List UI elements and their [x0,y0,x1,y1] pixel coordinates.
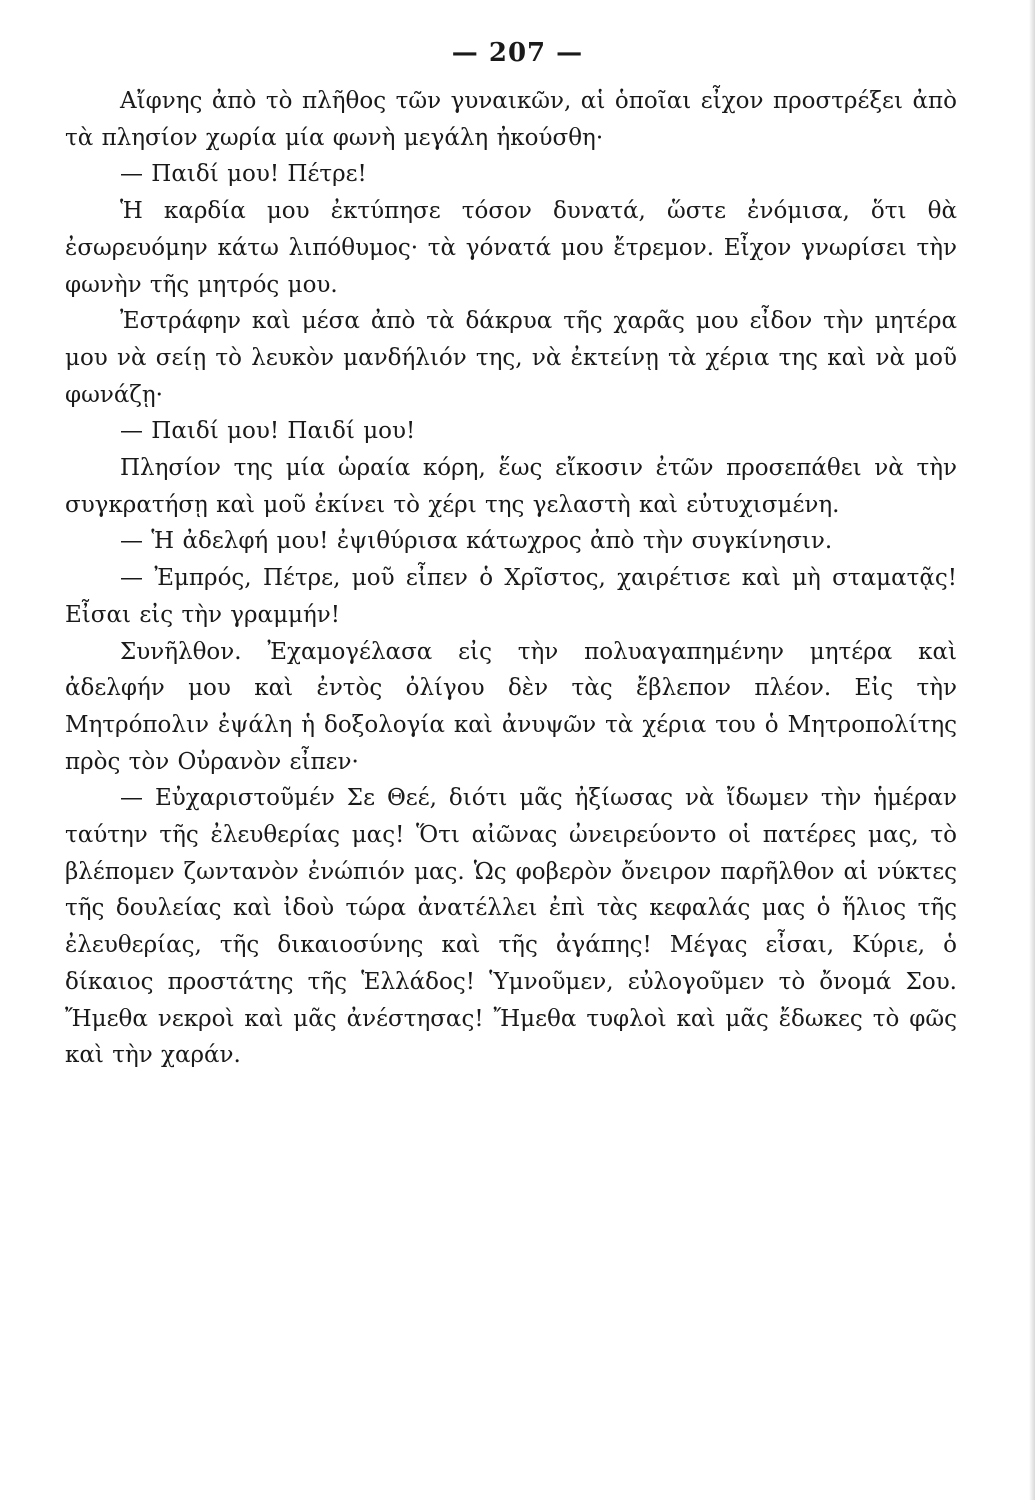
dialogue-line-4: — Ἐμπρός, Πέτρε, μοῦ εἶπεν ὁ Χρῖστος, χαιρέτισε καὶ μὴ σταματᾷς! Εἶσαι εἰς τὴν γραμμήν! [65,565,957,628]
paragraph-2: Ἡ καρδία μου ἐκτύπησε τόσον δυνατά, ὥστε ἐνόμισα, ὅτι θὰ ἐσωρευόμην κάτω λιπόθυμος· τὰ γόνατά μου ἔτρεμον. Εἶχον γνωρίσει τὴν φωνὴν τῆς μητρός μου. [65,198,957,298]
page-edge-shadow [1029,0,1035,1500]
paragraph-1: Αἴφνης ἀπὸ τὸ πλῆθος τῶν γυναικῶν, αἱ ὁποῖαι εἶχον προστρέξει ἀπὸ τὰ πλησίον χωρία μία φωνὴ μεγάλη ἠκούσθη· [65,88,957,151]
dialogue-line-5: — Εὐχαριστοῦμέν Σε Θεέ, διότι μᾶς ἠξίωσας νὰ ἴδωμεν τὴν ἡμέραν ταύτην τῆς ἐλευθερίας μας! Ὅτι αἰῶνας ὠνειρεύοντο οἱ πατέρες μας, τὸ βλέπομεν ζωντανὸν ἐνώπιόν μας. Ὡς φοβερὸν ὄνειρον παρῆλθον αἱ νύκτες τῆς δουλείας καὶ ἰδοὺ τώρα ἀνατέλλει ἐπὶ τὰς κεφαλάς μας ὁ ἥλιος τῆς ἐλευθερίας, τῆς δικαιοσύνης καὶ τῆς ἀγάπης! Μέγας εἶσαι, Κύριε, ὁ δίκαιος προστάτης τῆς Ἑλλάδος! Ὑμνοῦμεν, εὐλογοῦμεν τὸ ὄνομά Σου. Ἤμεθα νεκροὶ καὶ μᾶς ἀνέστησας! Ἤμεθα τυφλοὶ καὶ μᾶς ἔδωκες τὸ φῶς καὶ τὴν χαράν. [65,785,957,1069]
paragraph-5: Συνῆλθον. Ἐχαμογέλασα εἰς τὴν πολυαγαπημένην μητέρα καὶ ἀδελφήν μου καὶ ἐντὸς ὀλίγου δὲν τὰς ἔβλεπον πλέον. Εἰς τὴν Μητρόπολιν ἐψάλη ἡ δοξολογία καὶ ἀνυψῶν τὰ χέρια του ὁ Μητροπολίτης πρὸς τὸν Οὐρανὸν εἶπεν· [65,638,957,775]
dialogue-line-1: — Παιδί μου! Πέτρε! [120,161,367,188]
paragraph-3: Ἐστράφην καὶ μέσα ἀπὸ τὰ δάκρυα τῆς χαρᾶς μου εἶδον τὴν μητέρα μου νὰ σείῃ τὸ λευκὸν μανδήλιόν της, νὰ ἐκτείνῃ τὰ χέρια της καὶ νὰ μοῦ φωνάζῃ· [65,308,957,408]
dialogue-line-2: — Παιδί μου! Παιδί μου! [120,418,416,445]
paragraph-4: Πλησίον της μία ὡραία κόρη, ἕως εἴκοσιν ἐτῶν προσεπάθει νὰ τὴν συγκρατήσῃ καὶ μοῦ ἐκίνει τὸ χέρι της γελαστὴ καὶ εὐτυχισμένη. [65,455,957,518]
dialogue-line-3: — Ἡ ἀδελφή μου! ἐψιθύρισα κάτωχρος ἀπὸ τὴν συγκίνησιν. [120,528,833,555]
page-text [65,83,957,1074]
page-number: — 207 — [451,38,584,68]
